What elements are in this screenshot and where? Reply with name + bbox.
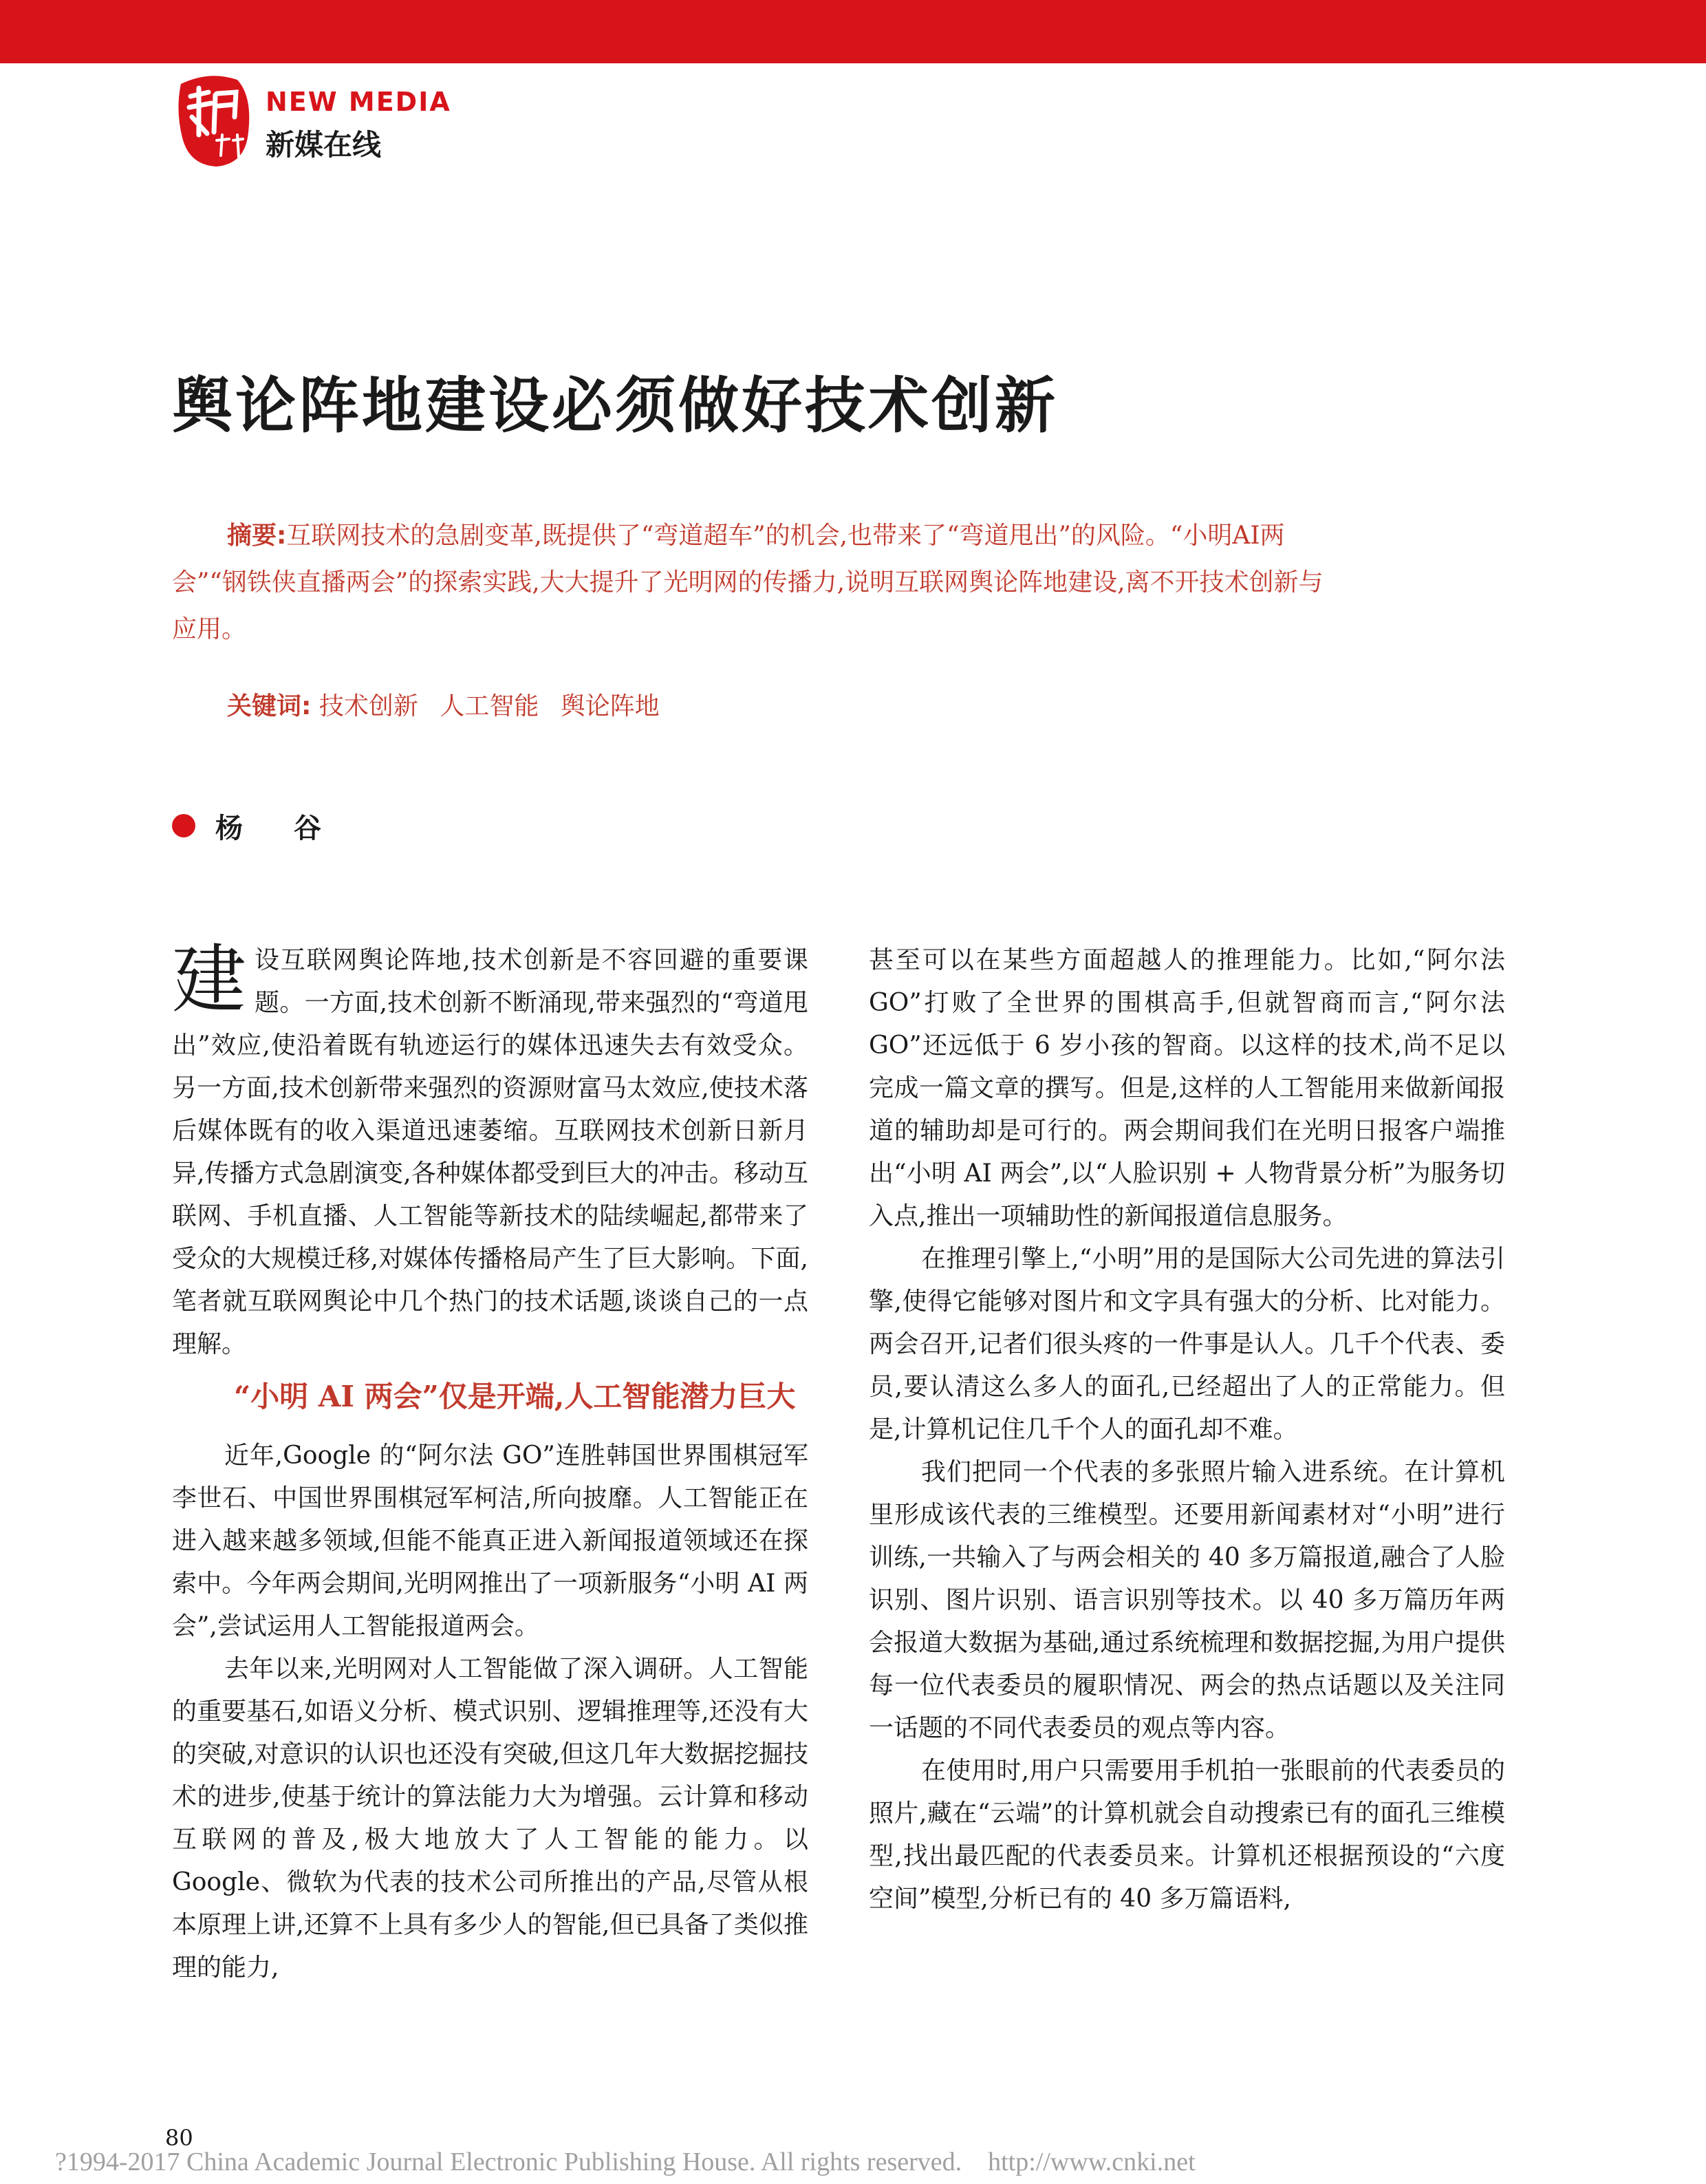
abstract: [172, 513, 1328, 653]
keyword-item: 技术创新: [318, 692, 418, 720]
left-column: [172, 939, 808, 2075]
body-paragraph: 在使用时,用户只需要用手机拍一张眼前的代表委员的照片,藏在“云端”的计算机就会自动搜索已有的面孔三维模型,找出最匹配的代表委员来。计算机还根据预设的“六度空间”模型,分析已有的 40 多万篇语料,: [869, 1757, 1505, 1913]
author-name: 杨 谷: [215, 813, 342, 844]
body-paragraph: 去年以来,光明网对人工智能做了深入调研。人工智能的重要基石,如语义分析、模式识别、逻辑推理等,还没有大的突破,对意识的认识也还没有突破,但这几年大数据挖掘技术的进步,使基于统计的算法能力大为增强。云计算和移动互联网的普及,极大地放大了人工智能的能力。以 Google、微软为代表的技术公司所推出的产品,尽管从根本原理上讲,还算不上具有多少人的智能,但已具备了类似推理的能力,: [172, 1655, 808, 1982]
intro-text: 设互联网舆论阵地,技术创新是不容回避的重要课题。一方面,技术创新不断涌现,带来强烈的“弯道甩出”效应,使沿着既有轨迹运行的媒体迅速失去有效受众。另一方面,技术创新带来强烈的资源财富马太效应,使技术落后媒体既有的收入渠道迅速萎缩。互联网技术创新日新月异,传播方式急剧演变,各种媒体都受到巨大的冲击。移动互联网、手机直播、人工智能等新技术的陆续崛起,都带来了受众的大规模迁移,对媒体传播格局产生了巨大影响。下面,笔者就互联网舆论中几个热门的技术话题,谈谈自己的一点理解。: [172, 946, 808, 1358]
keyword-item: 人工智能: [440, 692, 539, 720]
keyword-item: 舆论阵地: [560, 692, 660, 720]
intro-paragraph: [172, 939, 808, 1366]
drop-cap: 建: [172, 939, 247, 1023]
abstract-text: 互联网技术的急剧变革,既提供了“弯道超车”的机会,也带来了“弯道甩出”的风险。“小明AI两会”“钢铁侠直播两会”的探索实践,大大提升了光明网的传播力,说明互联网舆论阵地建设,离不开技术创新与应用。: [172, 522, 1324, 643]
section-heading: “小明 AI 两会”仅是开端,人工智能潜力巨大: [234, 1380, 796, 1413]
keywords: [227, 687, 673, 722]
body-paragraph: 在推理引擎上,“小明”用的是国际大公司先进的算法引擎,使得它能够对图片和文字具有强大的分析、比对能力。两会召开,记者们很头疼的一件事是认人。几千个代表、委员,要认清这么多人的面孔,已经超出了人的正常能力。但是,计算机记住几千个人的面孔却不难。: [869, 1245, 1505, 1444]
brand-english: NEW MEDIA: [266, 87, 451, 117]
page-number: 80: [165, 2125, 193, 2151]
body-paragraph: 我们把同一个代表的多张照片输入进系统。在计算机里形成该代表的三维模型。还要用新闻素材对“小明”进行训练,一共输入了与两会相关的 40 多万篇报道,融合了人脸识别、图片识别、语言识别等技术。以 40 多万篇历年两会报道大数据为基础,通过系统梳理和数据挖掘,为用户提供每一位代表委员的履职情况、两会的热点话题以及关注同一话题的不同代表委员的观点等内容。: [869, 1458, 1505, 1742]
abstract-label: 摘要:: [227, 522, 287, 550]
keywords-label: 关键词:: [227, 692, 312, 720]
author-bullet-icon: [172, 814, 195, 837]
brand-chinese: 新媒在线: [266, 128, 382, 162]
article-title: 舆论阵地建设必须做好技术创新: [172, 370, 1059, 441]
top-red-bar: [0, 0, 1706, 63]
right-column: [869, 939, 1505, 2075]
copyright-footer: ?1994-2017 China Academic Journal Electronic Publishing House. All rights reserved. http://www.cnki.net: [55, 2148, 1196, 2176]
body-paragraph: 近年,Google 的“阿尔法 GO”连胜韩国世界围棋冠军李世石、中国世界围棋冠军柯洁,所向披靡。人工智能正在进入越来越多领域,但能不能真正进入新闻报道领域还在探索中。今年两会期间,光明网推出了一项新服务“小明 AI 两会”,尝试运用人工智能报道两会。: [172, 1442, 808, 1640]
body-paragraph: 甚至可以在某些方面超越人的推理能力。比如,“阿尔法 GO”打败了全世界的围棋高手,但就智商而言,“阿尔法 GO”还远低于 6 岁小孩的智商。以这样的技术,尚不足以完成一篇文章的撰写。但是,这样的人工智能用来做新闻报道的辅助却是可行的。两会期间我们在光明日报客户端推出“小明 AI 两会”,以“人脸识别 + 人物背景分析”为服务切入点,推出一项辅助性的新闻报道信息服务。: [869, 946, 1505, 1230]
news-front-seal-logo: [169, 69, 255, 172]
